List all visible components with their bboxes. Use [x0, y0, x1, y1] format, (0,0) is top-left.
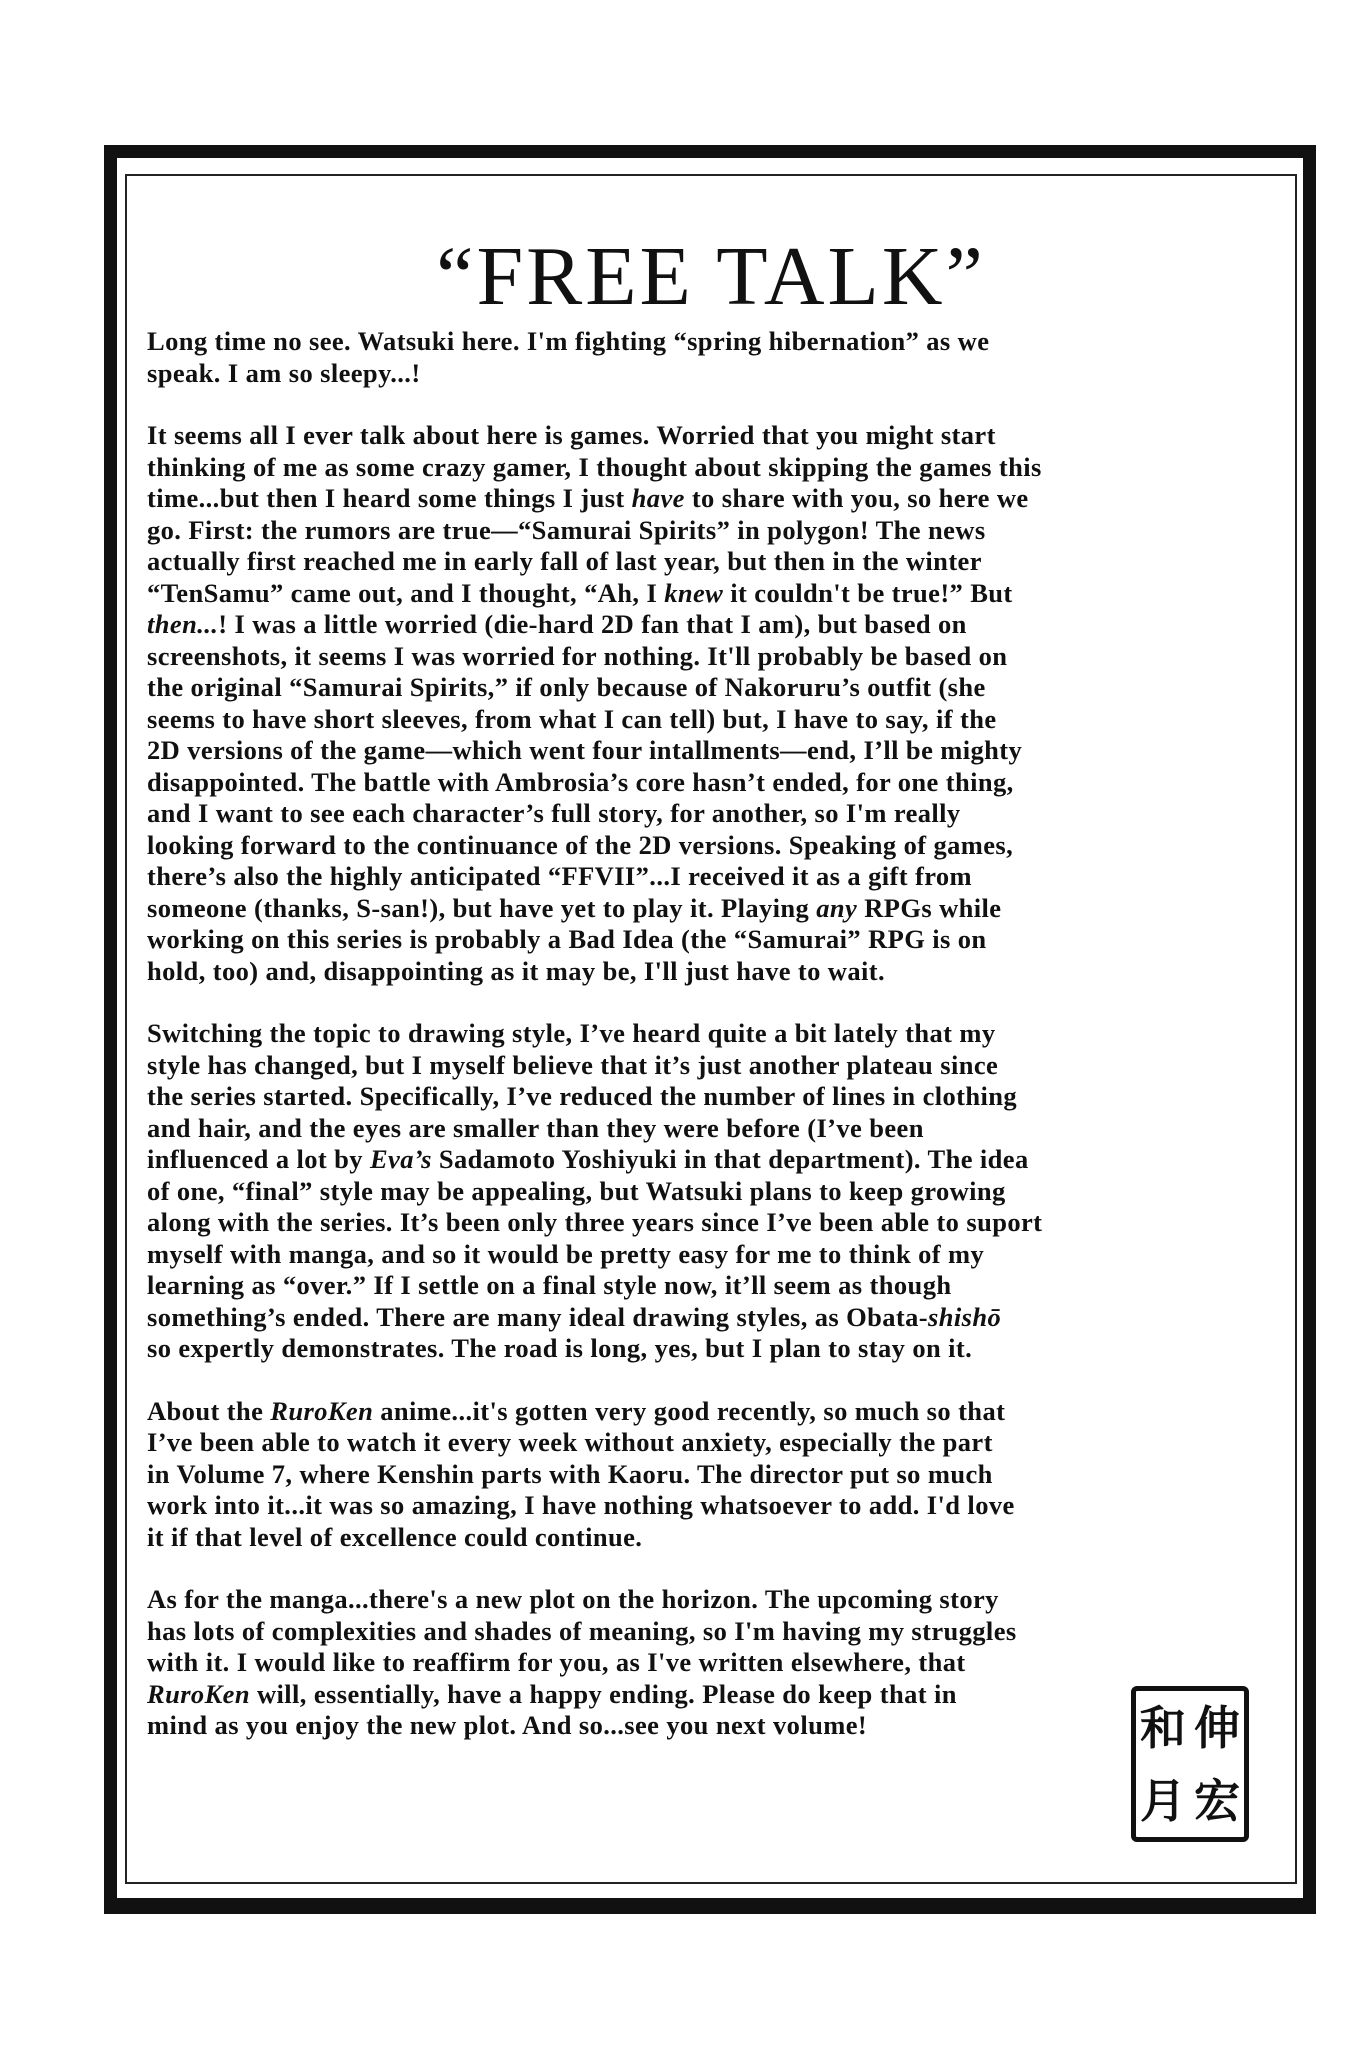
italic-text: RuroKen	[270, 1395, 374, 1426]
text-line: the series started. Specifically, I’ve reduced the number of lines in clothing	[147, 1081, 1018, 1111]
text-line: mind as you enjoy the new plot. And so...see you next volume!	[147, 1710, 868, 1740]
text-line: influenced a lot by Eva’s Sadamoto Yoshiyuki in that department). The idea	[147, 1144, 1029, 1174]
text-line: seems to have short sleeves, from what I can tell) but, I have to say, if the	[147, 703, 997, 734]
text-line: I’ve been able to watch it every week without anxiety, especially the part	[147, 1427, 993, 1457]
italic-text: any	[816, 892, 858, 923]
text-line: hold, too) and, disappointing as it may be, I'll just have to wait.	[147, 955, 886, 986]
text-line: learning as “over.” If I settle on a final style now, it’ll seem as though	[147, 1270, 952, 1300]
text-line: in Volume 7, where Kenshin parts with Kaoru. The director put so much	[147, 1458, 993, 1489]
italic-text: Eva’s	[369, 1144, 432, 1174]
text-line: working on this series is probably a Bad Idea (the “Samurai” RPG is on	[147, 924, 987, 954]
text-line: screenshots, it seems I was worried for nothing. It'll probably be based on	[147, 640, 1008, 671]
text-line: 2D versions of the game—which went four intallments—end, I’ll be mighty	[147, 735, 1023, 765]
text-line: “TenSamu” came out, and I thought, “Ah, I knew it couldn't be true!” But	[147, 577, 1013, 608]
text-line: and I want to see each character’s full story, for another, so I'm really	[147, 798, 961, 828]
paragraph	[147, 1396, 1307, 1554]
text-line: Switching the topic to drawing style, I’ve heard quite a bit lately that my	[147, 1018, 996, 1048]
italic-text: shishō	[928, 1301, 1002, 1332]
text-line: style has changed, but I myself believe that it’s just another plateau since	[147, 1049, 999, 1080]
text-line: myself with manga, and so it would be pretty easy for me to think of my	[147, 1238, 985, 1269]
text-line: the original “Samurai Spirits,” if only because of Nakoruru’s outfit (she	[147, 672, 986, 702]
text-line: disappointed. The battle with Ambrosia’s core hasn’t ended, for one thing,	[147, 766, 1014, 797]
text-line: go. First: the rumors are true—“Samurai Spirits” in polygon! The news	[147, 514, 986, 545]
text-line: It seems all I ever talk about here is games. Worried that you might start	[147, 420, 996, 450]
italic-text: have	[631, 483, 685, 513]
author-seal-stamp	[1131, 1686, 1249, 1842]
italic-text: RuroKen	[147, 1678, 250, 1709]
text-line: looking forward to the continuance of the 2D versions. Speaking of games,	[147, 829, 1014, 860]
text-line: someone (thanks, S-san!), but have yet to play it. Playing any RPGs while	[147, 892, 1002, 923]
text-line: thinking of me as some crazy gamer, I thought about skipping the games this	[147, 451, 1042, 482]
free-talk-body	[147, 326, 1307, 1773]
seal-char: 月	[1140, 1773, 1186, 1828]
text-line: speak. I am so sleepy...!	[147, 357, 421, 388]
text-line: with it. I would like to reaffirm for you, as I've written elsewhere, that	[147, 1647, 966, 1677]
inner-border	[125, 174, 1297, 1884]
seal-char: 和	[1140, 1700, 1186, 1755]
text-line: so expertly demonstrates. The road is long, yes, but I plan to stay on it.	[147, 1333, 973, 1363]
text-line: along with the series. It’s been only three years since I’ve been able to suport	[147, 1207, 1043, 1237]
text-line: Long time no see. Watsuki here. I'm fighting “spring hibernation” as we	[147, 326, 990, 356]
text-line: something’s ended. There are many ideal drawing styles, as Obata-shishō	[147, 1301, 1002, 1332]
text-line: and hair, and the eyes are smaller than they were before (I’ve been	[147, 1112, 924, 1143]
text-line: RuroKen will, essentially, have a happy ending. Please do keep that in	[147, 1678, 957, 1709]
text-line: there’s also the highly anticipated “FFVII”...I received it as a gift from	[147, 861, 973, 891]
text-line: of one, “final” style may be appealing, but Watsuki plans to keep growing	[147, 1175, 1006, 1206]
text-line: time...but then I heard some things I just have to share with you, so here we	[147, 483, 1029, 513]
seal-char: 伸	[1194, 1700, 1240, 1755]
paragraph	[147, 420, 1307, 987]
paragraph	[147, 326, 1307, 389]
text-line: it if that level of excellence could continue.	[147, 1521, 643, 1552]
text-line: actually first reached me in early fall of last year, but then in the winter	[147, 546, 982, 576]
paragraph	[147, 1018, 1307, 1365]
text-line: then...! I was a little worried (die-hard 2D fan that I am), but based on	[147, 609, 967, 639]
text-line: About the RuroKen anime...it's gotten very good recently, so much so that	[147, 1395, 1006, 1426]
italic-text: knew	[664, 577, 724, 608]
page-frame	[104, 145, 1316, 1914]
text-line: work into it...it was so amazing, I have nothing whatsoever to add. I'd love	[147, 1490, 1015, 1520]
page-title: “FREE TALK”	[436, 230, 986, 323]
text-line: As for the manga...there's a new plot on the horizon. The upcoming story	[147, 1584, 999, 1614]
italic-text: then...	[147, 609, 219, 639]
text-line: has lots of complexities and shades of meaning, so I'm having my struggles	[147, 1615, 1017, 1646]
seal-char: 宏	[1194, 1773, 1240, 1828]
